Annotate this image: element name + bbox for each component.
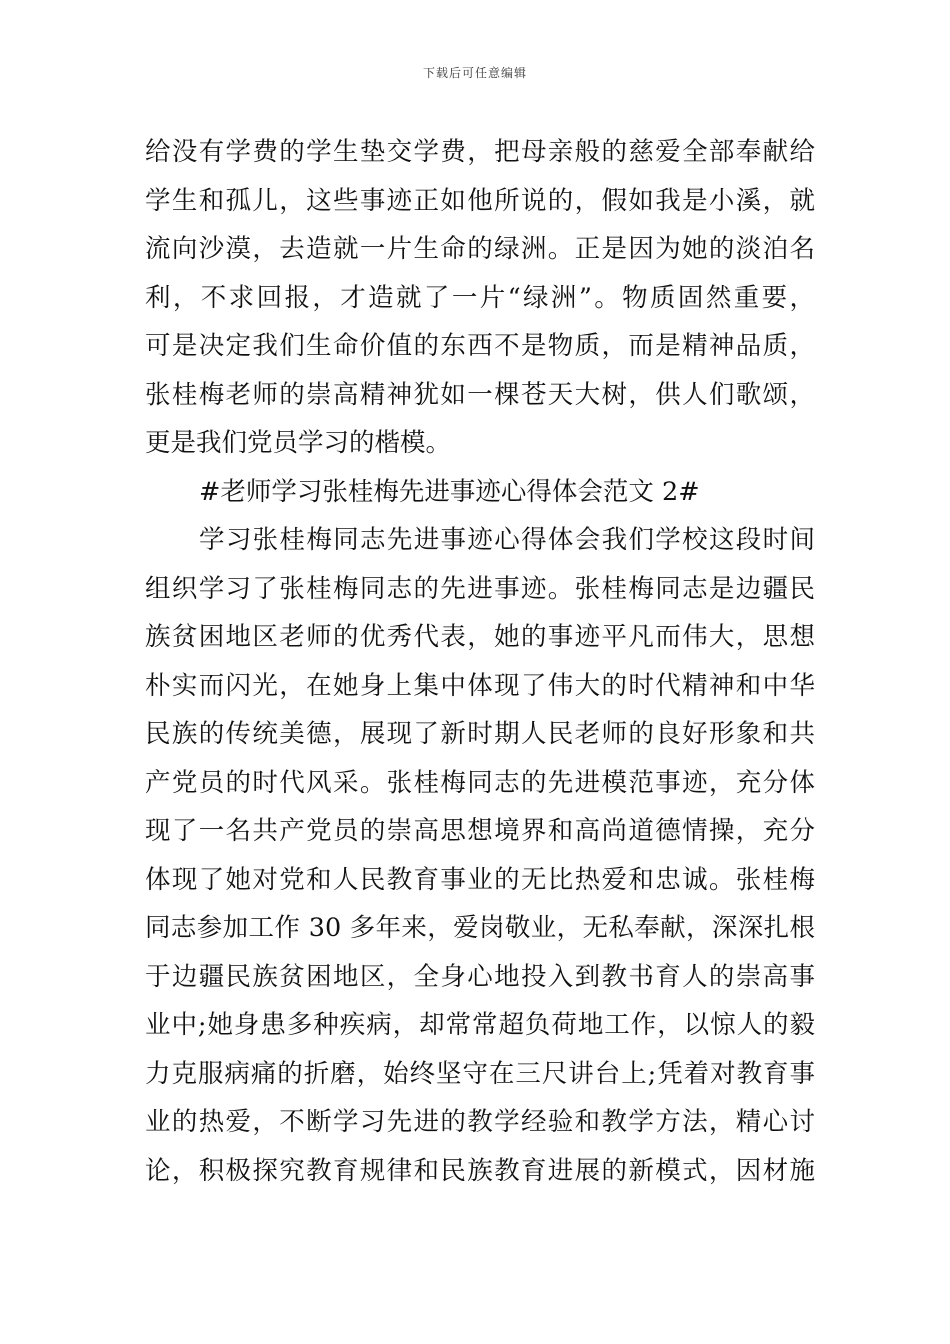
text-line: 论，积极探究教育规律和民族教育进展的新模式，因材施 bbox=[145, 1155, 815, 1186]
paragraph-end-line: 更是我们党员学习的楷模。 bbox=[145, 428, 452, 458]
text-line: 可是决定我们生命价值的东西不是物质，而是精神品质， bbox=[145, 331, 815, 361]
text-line: 流向沙漠，去造就一片生命的绿洲。正是因为她的淡泊名 bbox=[145, 234, 815, 264]
text-line: 学生和孤儿，这些事迹正如他所说的，假如我是小溪，就 bbox=[145, 185, 815, 216]
text-line: 同志参加工作 30 多年来，爱岗敬业，无私奉献，深深扎根 bbox=[145, 913, 815, 943]
section-heading: #老师学习张桂梅先进事迹心得体会范文 2# bbox=[199, 476, 700, 507]
page-header: 下载后可任意编辑 bbox=[422, 66, 527, 80]
text-line: 产党员的时代风采。张桂梅同志的先进模范事迹，充分体 bbox=[145, 767, 815, 798]
text-line: 于边疆民族贫困地区，全身心地投入到教书育人的崇高事 bbox=[145, 961, 815, 992]
text-line: 民族的传统美德，展现了新时期人民老师的良好形象和共 bbox=[145, 719, 815, 749]
text-line: 业的热爱，不断学习先进的教学经验和教学方法，精心讨 bbox=[145, 1107, 815, 1137]
text-line: 族贫困地区老师的优秀代表，她的事迹平凡而伟大，思想 bbox=[145, 622, 815, 652]
text-line: 张桂梅老师的崇高精神犹如一棵苍天大树，供人们歌颂， bbox=[145, 379, 815, 410]
text-line: 组织学习了张桂梅同志的先进事迹。张桂梅同志是边疆民 bbox=[145, 573, 815, 604]
text-line: 给没有学费的学生垫交学费，把母亲般的慈爱全部奉献给 bbox=[145, 137, 815, 167]
text-line: 业中;她身患多种疾病，却常常超负荷地工作，以惊人的毅 bbox=[145, 1010, 815, 1040]
text-line: 现了一名共产党员的崇高思想境界和高尚道德情操，充分 bbox=[145, 816, 815, 846]
document-body bbox=[145, 128, 815, 1195]
paragraph-first-line: 学习张桂梅同志先进事迹心得体会我们学校这段时间 bbox=[199, 525, 815, 555]
text-line: 利，不求回报，才造就了一片“绿洲”。物质固然重要， bbox=[145, 282, 815, 313]
text-line: 力克服病痛的折磨，始终坚守在三尺讲台上;凭着对教育事 bbox=[145, 1058, 815, 1089]
text-line: 朴实而闪光，在她身上集中体现了伟大的时代精神和中华 bbox=[145, 670, 815, 701]
text-line: 体现了她对党和人民教育事业的无比热爱和忠诚。张桂梅 bbox=[145, 864, 815, 895]
